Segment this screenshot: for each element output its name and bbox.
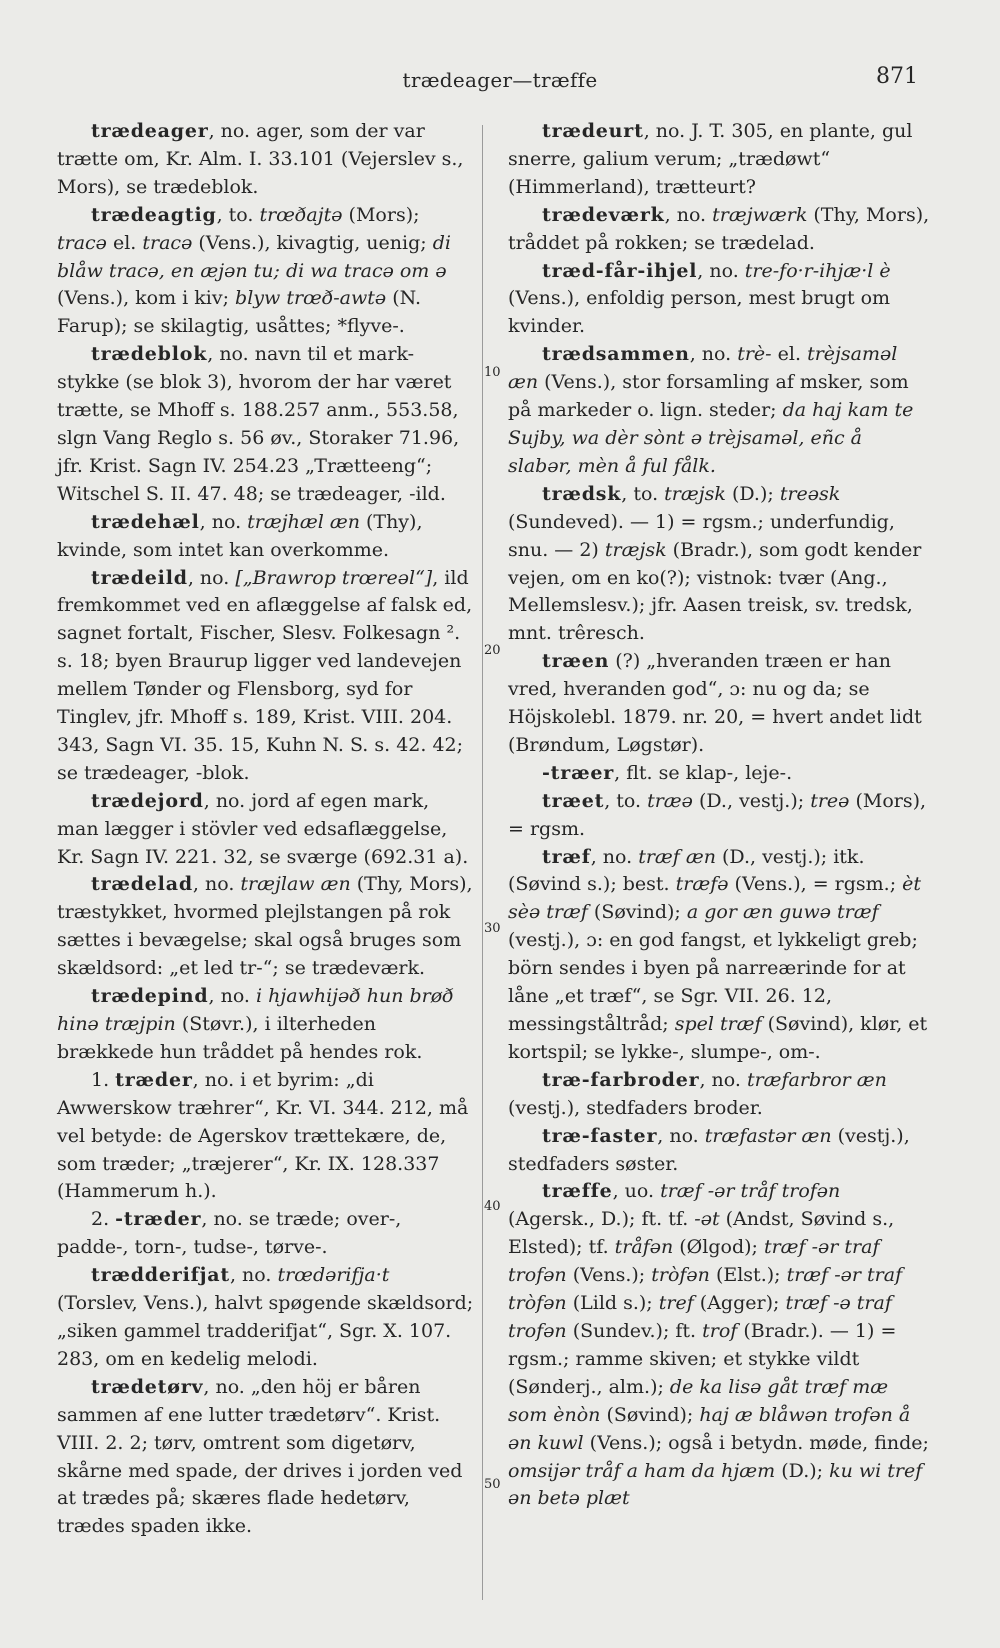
line-number-30: 30 [484, 921, 501, 936]
entry-text: , to. [621, 482, 665, 505]
entry-text: , no. [657, 1124, 705, 1147]
entry-text: , no. i et byrim: „di Awwerskow træhrer“, Kr. VI. 344. 212, må vel betyde: de Agerskov trættekære, de, som træder; „træjerer“, Kr. IX. 128.337 (Hammerum h.). [57, 1068, 469, 1203]
headword: trædetørv [91, 1375, 204, 1398]
entry-text: (Vens.); [566, 1264, 652, 1287]
entry-text: (Vens.), kivagtig, uenig; [192, 231, 433, 254]
dialect-form: træf æn [638, 845, 716, 868]
headword: trædsk [542, 482, 622, 505]
entry-text: (Torslev, Vens.), halvt spøgende skældsord; „siken gammel tradderifjat“, Sgr. X. 107. 283, om en kedelig melodi. [57, 1292, 474, 1370]
entry-text: (Elst.); [709, 1264, 787, 1287]
dialect-form: træf -ə traf trofən [508, 1292, 892, 1342]
entry-text: el. [771, 343, 808, 366]
headword: trædehæl [91, 510, 200, 533]
headword: -træer [542, 761, 615, 784]
dialect-form: træə [647, 789, 693, 812]
entry-text: , no. [208, 985, 256, 1008]
dictionary-entry [57, 1067, 475, 1207]
entry-text: (vestj.), ɔ: en god fangst, et lykkeligt greb; börn sendes i byen på narreærinde for at låne „et træf“, se Sgr. VII. 26. 12, messingståltråd; [508, 929, 918, 1035]
headword: trædderifjat [91, 1264, 230, 1287]
entry-text: 2. [91, 1208, 116, 1231]
headword: træen [542, 650, 610, 673]
entry-text: , flt. se klap-, leje-. [614, 761, 793, 784]
dialect-form: tròfən [651, 1264, 710, 1287]
dialect-form: omsijər tråf a ham da hjæm [508, 1459, 776, 1482]
entry-text: (vestj.), stedfaders broder. [508, 1096, 763, 1119]
line-number-40: 40 [484, 1199, 501, 1214]
dictionary-entry [508, 760, 930, 788]
entry-text: , no. „den höj er båren sammen af ene lutter trædetørv“. Krist. VIII. 2. 2; tørv, omtrent som digetørv, skårne med spade, der drives i jorden ved at trædes på; skæres flade hedetørv, trædes spaden ikke. [57, 1375, 463, 1538]
entry-text: (Vens.), enfoldig person, mest brugt om kvinder. [508, 287, 891, 338]
entry-text: , no. J. T. 305, en plante, gul snerre, galium verum; „trædøwt“ (Himmerland), trætteurt? [508, 120, 913, 198]
dictionary-entry [57, 1206, 475, 1262]
entry-text: , ild fremkommet ved en aflæggelse af falsk ed, sagnet fortalt, Fischer, Slesv. Folkesagn ². s. 18; byen Braurup ligger ved landevejen mellem Tønder og Flensborg, syd for Tinglev, jfr. Mhoff s. 189, Krist. VIII. 204. 343, Sagn VI. 35. 15, Kuhn N. S. s. 42. 42; se trædeager, -blok. [57, 566, 473, 784]
line-number-20: 20 [484, 643, 501, 658]
entry-text: , no. [689, 343, 738, 366]
entry-text: , no. jord af egen mark, man lægger i stövler ved edsaflæggelse, Kr. Sagn IV. 221. 32, se sværge (692.31 a). [57, 789, 469, 868]
dialect-form: træjlaw æn [240, 873, 351, 896]
dialect-form: ku wi tref ən betə plæt [508, 1459, 923, 1510]
dictionary-entry [57, 871, 475, 983]
dictionary-entry [508, 1178, 930, 1513]
dialect-form: træf -ər traf trofən [508, 1236, 880, 1287]
entry-text: (Søvind); [600, 1403, 700, 1426]
headword: trædelad [91, 873, 193, 896]
headword: trædeagtig [91, 203, 217, 226]
dialect-form: èt sèə træf [508, 873, 922, 924]
entry-text: (D.); [775, 1459, 830, 1482]
dialect-form: tracə [57, 231, 107, 254]
dictionary-entry [57, 788, 475, 872]
entry-text: (Bradr.). — 1) = rgsm.; ramme skiven; et stykke vildt (Sønderj., alm.); [508, 1319, 897, 1398]
dialect-form: træjsk [664, 482, 726, 505]
dialect-form: a gor æn guwə træf [686, 901, 879, 924]
headword: træ-faster [542, 1124, 658, 1147]
dictionary-entry [57, 202, 475, 342]
entry-text: , no. [697, 259, 745, 282]
dialect-form: træfə [675, 873, 729, 896]
entry-text: (Thy, Mors), træstykket, hvormed plejlstangen på rok sættes i bevægelse; skal også bruges som skældsord: „et led tr-“; se trædeværk. [57, 873, 473, 980]
dialect-form: tråfən [614, 1236, 674, 1259]
dictionary-entry [57, 565, 475, 788]
dialect-form: træfarbror æn [746, 1068, 887, 1091]
dialect-form: treə [810, 789, 850, 812]
dictionary-entry [57, 1374, 475, 1541]
entry-text: (Vens.), kom i kiv; [57, 287, 236, 310]
dictionary-entry [508, 341, 930, 481]
dialect-form: trè- [737, 343, 772, 366]
dialect-form: -ət [694, 1208, 720, 1231]
entry-text: (D., vestj.); itk. (Søvind s.); best. [508, 845, 865, 896]
dialect-form: di blåw tracə, en æjən tu; di wa tracə om ə [57, 231, 451, 282]
headword: trædeild [91, 566, 188, 589]
dictionary-entry [57, 509, 475, 565]
dictionary-entry [57, 1262, 475, 1374]
dialect-form: de ka lisə gåt træf mæ som ènòn [508, 1375, 889, 1426]
headword: træder [115, 1068, 193, 1091]
dialect-form: trœdərifja·t [277, 1264, 390, 1287]
entry-text: (N. Farup); se skilagtig, usåttes; *flyve-. [57, 287, 422, 338]
dialect-form: da haj kam te Sujby, wa dèr sònt ə trèjsaməl, eñc å slabər, mèn å ful fålk. [508, 399, 914, 477]
dialect-form: træf -ər traf tròfən [508, 1264, 903, 1315]
entry-text: (Mors); [342, 203, 420, 226]
entry-text: (Ølgod); [673, 1236, 764, 1259]
entry-text: (Sundev.); ft. [566, 1319, 703, 1342]
line-number-10: 10 [484, 365, 501, 380]
entry-text: (Vens.), = rgsm.; [728, 873, 903, 896]
column-divider [482, 125, 483, 1600]
dictionary-entry [57, 983, 475, 1067]
headword: træd-får-ihjel [542, 259, 698, 282]
entry-text: , no. [590, 845, 639, 868]
dialect-form: blyw trœð-awtə [235, 287, 387, 310]
dialect-form: træjsk [604, 538, 667, 561]
entry-text: , no. navn til et mark-stykke (se blok 3), hvorom der har været trætte, se Mhoff s. 188.257 anm., 553.58, slgn Vang Reglo s. 56 øv., Storaker 71.96, jfr. Krist. Sagn IV. 254.23 „Trætteeng“; Witschel S. II. 47. 48; se trædeager, -ild. [57, 343, 460, 505]
entry-text: (Vens.), stor forsamling af msker, som på markeder o. lign. steder; [508, 371, 909, 422]
entry-text: (Mors), = rgsm. [508, 789, 927, 840]
entry-text: (Søvind); [587, 901, 687, 924]
dialect-form: [„Brawrop trœreəl“] [235, 566, 433, 589]
entry-text: (Sundeved). — 1) = rgsm.; underfundig, snu. — 2) [508, 510, 895, 561]
entry-text: , no. [199, 510, 248, 533]
dialect-form: i hjawhijəð hun brøð hinə træjpin [57, 985, 454, 1035]
entry-text: , no. [699, 1068, 747, 1091]
left-column [57, 118, 475, 1541]
entry-text: (Thy, Mors), tråddet på rokken; se trædelad. [508, 203, 930, 254]
dialect-form: trœðajtə [259, 203, 343, 226]
dialect-form: træf -ər tråf trofən [660, 1180, 841, 1203]
entry-text: el. [106, 231, 143, 254]
entry-text: (Agersk., D.); ft. tf. [508, 1208, 695, 1231]
entry-text: (Vens.); også i betydn. møde, finde; [583, 1431, 929, 1454]
entry-text: , no. [229, 1264, 278, 1287]
dictionary-entry [508, 118, 930, 202]
dialect-form: tre-fo·r-ihjæ·l è [744, 259, 891, 282]
entry-text: (Bradr.), som godt kender vejen, om en ko(?); vistnok: tvær (Ang., Mellemslesv.); jfr. Aasen treisk, sv. tredsk, mnt. trêresch. [508, 538, 922, 645]
entry-text: (Støvr.), i ilterheden brækkede hun tråddet på hendes rok. [57, 1013, 423, 1063]
headword: træffe [542, 1180, 613, 1203]
headword: trædeværk [542, 203, 665, 226]
dialect-form: trèjsaməl æn [508, 343, 898, 394]
entry-text: (?) „hveranden træen er han vred, hveranden god“, ɔ: nu og da; se Höjskolebl. 1879. nr. 20, = hvert andet lidt (Brøndum, Løgstør). [508, 650, 922, 756]
right-column [508, 118, 930, 1513]
entry-text: , no. [192, 873, 241, 896]
headword: trædeurt [542, 120, 644, 142]
dialect-form: trof [702, 1319, 738, 1342]
dictionary-entry [508, 258, 930, 342]
headword: -træder [115, 1208, 202, 1231]
headword: trædeblok [91, 343, 208, 366]
entry-text: (Lild s.); [566, 1292, 659, 1315]
entry-text: (D., vestj.); [692, 789, 811, 812]
dictionary-entry [508, 788, 930, 844]
headword: træf [542, 845, 591, 868]
dialect-form: træfastər æn [704, 1124, 832, 1147]
page-number: 871 [876, 64, 918, 89]
entry-text: (D.); [725, 482, 780, 505]
entry-text: , uo. [612, 1180, 661, 1203]
entry-text: , no. [664, 203, 713, 226]
dialect-form: spel træf [674, 1013, 762, 1035]
entry-text: (Andst, Søvind s., Elsted); tf. [508, 1208, 895, 1259]
entry-text: , no. [187, 566, 236, 589]
dialect-form: haj æ blåwən trofən å ən kuwl [508, 1403, 911, 1454]
entry-text: (Thy), kvinde, som intet kan overkomme. [57, 510, 423, 561]
dictionary-entry [508, 844, 930, 1067]
dialect-form: tracə [142, 231, 193, 254]
entry-text: (Søvind), klør, et kortspil; se lykke-, slumpe-, om-. [508, 1013, 928, 1063]
dialect-form: tref [658, 1292, 694, 1315]
entry-text: (vestj.), stedfaders søster. [508, 1124, 910, 1175]
dialect-form: træjhæl æn [247, 510, 360, 533]
dictionary-entry [508, 481, 930, 648]
dictionary-entry [57, 341, 475, 508]
dialect-form: træjwærk [712, 203, 808, 226]
headword: trædsammen [542, 343, 690, 366]
entry-text: , to. [604, 789, 648, 812]
entry-text: 1. [91, 1068, 116, 1091]
dictionary-entry [508, 1123, 930, 1179]
dictionary-entry [508, 648, 930, 760]
running-head: trædeager—træffe [402, 68, 598, 92]
headword: trædejord [91, 789, 204, 812]
dialect-form: treəsk [779, 482, 841, 505]
dictionary-entry [508, 1067, 930, 1123]
dictionary-entry [57, 118, 475, 202]
line-number-50: 50 [484, 1477, 501, 1492]
entry-text: , no. se træde; over-, padde-, torn-, tudse-, tørve-. [57, 1208, 402, 1259]
headword: trædeager [91, 120, 209, 142]
headword: træ-farbroder [542, 1068, 700, 1091]
entry-text: (Agger); [693, 1292, 786, 1315]
dictionary-entry [508, 202, 930, 258]
entry-text: , no. ager, som der var trætte om, Kr. Alm. I. 33.101 (Vejerslev s., Mors), se trædeblok. [57, 120, 464, 198]
headword: træet [542, 789, 605, 812]
headword: trædepind [91, 985, 209, 1008]
entry-text: , to. [216, 203, 260, 226]
